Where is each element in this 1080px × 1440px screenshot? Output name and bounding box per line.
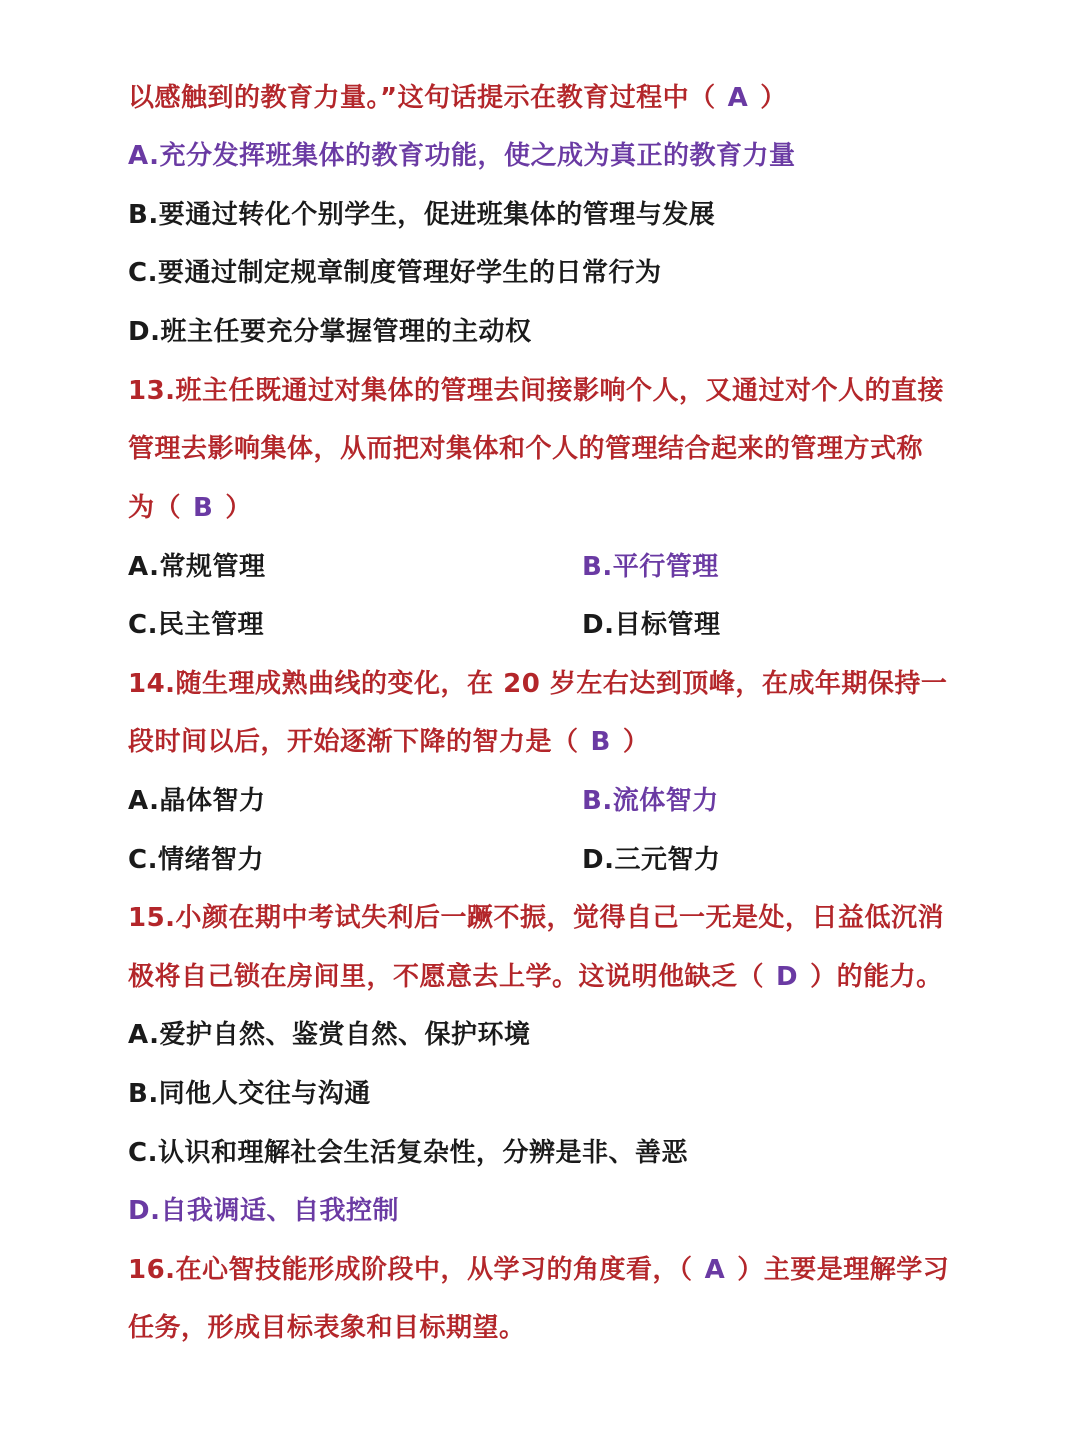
q14-option-d: D.三元智力 bbox=[582, 845, 721, 875]
q15-stem-after: ）的能力。 bbox=[810, 962, 943, 992]
q15-option-a: A.爱护自然、鉴赏自然、保护环境 bbox=[128, 1020, 531, 1050]
q15-option-b: B.同他人交往与沟通 bbox=[128, 1079, 371, 1109]
q12-stem-close: ） bbox=[760, 83, 787, 113]
q14-option-a: A.晶体智力 bbox=[128, 786, 266, 816]
q15-stem-line1: 15.小颜在期中考试失利后一蹶不振，觉得自己一无是处，日益低沉消 bbox=[128, 903, 945, 933]
q12-option-c: C.要通过制定规章制度管理好学生的日常行为 bbox=[128, 258, 662, 288]
q13-option-b: B.平行管理 bbox=[582, 552, 719, 582]
q12-answer-mark: A bbox=[727, 83, 749, 113]
q13-option-c: C.民主管理 bbox=[128, 610, 264, 640]
q13-stem-line3 bbox=[128, 490, 252, 526]
q13-stem-text: 为（ bbox=[128, 493, 182, 523]
q12-stem-line1 bbox=[128, 80, 787, 116]
q14-option-c: C.情绪智力 bbox=[128, 845, 264, 875]
q13-option-a: A.常规管理 bbox=[128, 552, 266, 582]
q16-stem-line2: 任务，形成目标表象和目标期望。 bbox=[128, 1313, 526, 1343]
q15-option-c: C.认识和理解社会生活复杂性，分辨是非、善恶 bbox=[128, 1138, 688, 1168]
q16-answer-mark: A bbox=[704, 1255, 726, 1285]
q12-stem-text: 以感触到的教育力量。”这句话提示在教育过程中（ bbox=[128, 83, 716, 113]
q13-stem-line1: 13.班主任既通过对集体的管理去间接影响个人，又通过对个人的直接 bbox=[128, 376, 945, 406]
q13-option-d: D.目标管理 bbox=[582, 610, 721, 640]
q15-answer-mark: D bbox=[776, 962, 799, 992]
q13-stem-line2: 管理去影响集体，从而把对集体和个人的管理结合起来的管理方式称 bbox=[128, 434, 924, 464]
q13-stem-close: ） bbox=[225, 493, 252, 523]
q14-stem-line1: 14.随生理成熟曲线的变化，在 20 岁左右达到顶峰，在成年期保持一 bbox=[128, 669, 948, 699]
q12-option-a: A.充分发挥班集体的教育功能，使之成为真正的教育力量 bbox=[128, 141, 796, 171]
q14-option-b: B.流体智力 bbox=[582, 786, 719, 816]
q15-stem-before: 极将自己锁在房间里，不愿意去上学。这说明他缺乏（ bbox=[128, 962, 765, 992]
q15-option-d: D.自我调适、自我控制 bbox=[128, 1196, 399, 1226]
q13-answer-mark: B bbox=[193, 493, 214, 523]
q12-option-d: D.班主任要充分掌握管理的主动权 bbox=[128, 317, 532, 347]
q14-stem-line2 bbox=[128, 724, 649, 760]
q12-option-b: B.要通过转化个别学生，促进班集体的管理与发展 bbox=[128, 200, 716, 230]
q16-stem-line1 bbox=[128, 1252, 949, 1288]
q14-stem-close: ） bbox=[622, 727, 650, 757]
q14-answer-mark: B bbox=[590, 727, 611, 757]
q16-stem-after: ）主要是理解学习 bbox=[737, 1255, 950, 1285]
q14-stem-text: 段时间以后，开始逐渐下降的智力是（ bbox=[128, 727, 579, 757]
q16-stem-before: 16.在心智技能形成阶段中，从学习的角度看，（ bbox=[128, 1255, 693, 1285]
q15-stem-line2 bbox=[128, 959, 943, 995]
